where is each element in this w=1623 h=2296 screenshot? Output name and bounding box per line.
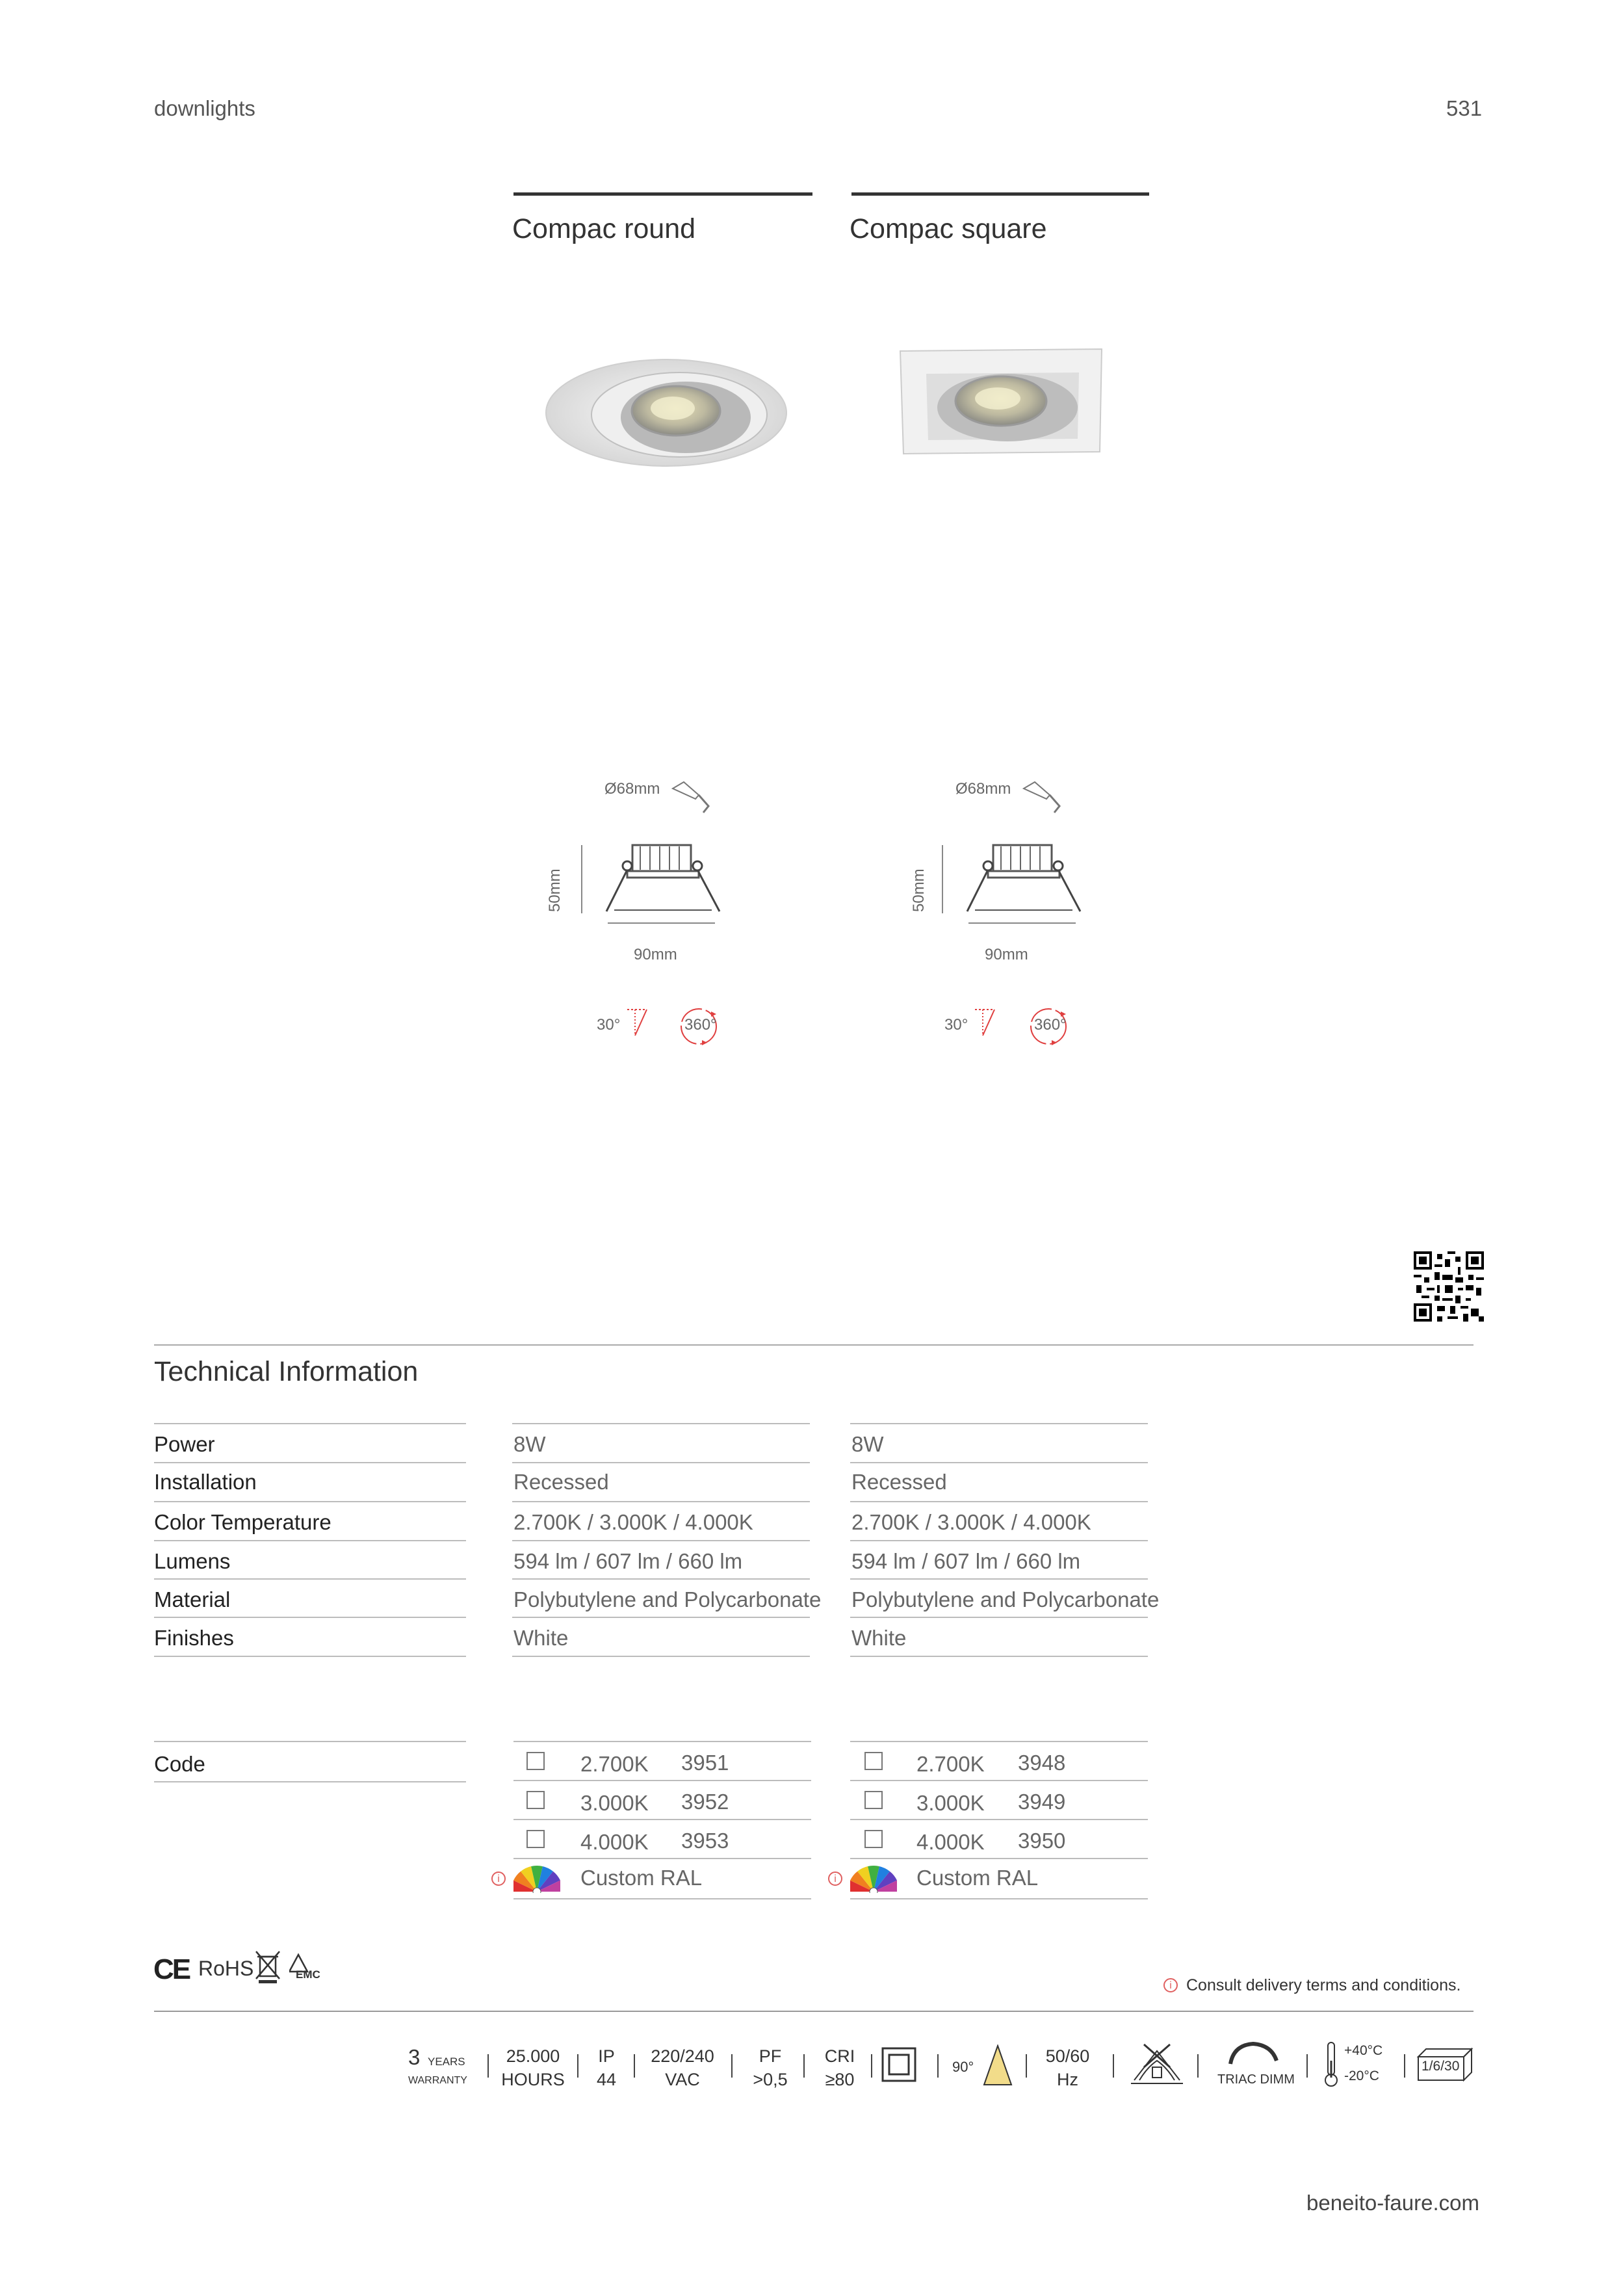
color-fan-icon: [850, 1863, 897, 1893]
tech-value: 2.700K / 3.000K / 4.000K: [513, 1510, 753, 1534]
info-icon: i: [1163, 1978, 1178, 1992]
table-rule: [512, 1617, 810, 1618]
tech-value: Recessed: [851, 1470, 947, 1494]
class-ii-icon: [881, 2046, 917, 2083]
table-rule: [850, 1898, 1148, 1899]
custom-ral-label: Custom RAL: [916, 1866, 1039, 1890]
tech-value: Polybutylene and Polycarbonate: [513, 1587, 822, 1611]
pack-units: 1/6/30: [1422, 2059, 1460, 2074]
section-drawing-1: [575, 839, 731, 943]
page-number: 531: [1446, 96, 1483, 120]
ip-rating: IP 44: [596, 2046, 617, 2089]
table-rule: [512, 1462, 810, 1463]
product-code: 3949: [1018, 1790, 1066, 1814]
product-rule-1: [513, 192, 812, 196]
tech-label: Color Temperature: [154, 1510, 331, 1534]
tech-value: Polybutylene and Polycarbonate: [851, 1587, 1160, 1611]
hole-saw-icon: [669, 777, 718, 816]
hole-saw-icon: [1020, 777, 1069, 816]
separator: [1113, 2054, 1114, 2078]
table-rule: [154, 1617, 466, 1618]
product-title-2: Compac square: [850, 213, 1047, 244]
table-rule: [154, 1462, 466, 1463]
tilt-label-1: 30°: [597, 1016, 621, 1034]
product-image-square: [897, 348, 1105, 455]
table-rule: [513, 1780, 811, 1781]
tech-value: 8W: [513, 1432, 546, 1456]
warranty-number: 3: [408, 2045, 421, 2069]
separator: [803, 2054, 805, 2078]
section-drawing-2: [936, 839, 1092, 943]
tech-value: 594 lm / 607 lm / 660 lm: [513, 1549, 743, 1573]
color-fan-icon: [513, 1863, 560, 1893]
code-temperature: 2.700K: [916, 1752, 985, 1776]
tech-value: White: [513, 1626, 569, 1650]
table-rule: [512, 1501, 810, 1502]
cri: CRI ≥80: [824, 2046, 855, 2089]
frequency: 50/60 Hz: [1045, 2046, 1090, 2089]
separator: [937, 2054, 939, 2078]
table-rule: [512, 1578, 810, 1580]
table-rule: [850, 1578, 1148, 1580]
product-image-round: [539, 345, 793, 475]
table-rule: [154, 1501, 466, 1502]
power-factor: PF >0,5: [753, 2046, 788, 2089]
code-checkbox[interactable]: [526, 1791, 545, 1809]
code-label: Code: [154, 1752, 205, 1776]
code-temperature: 4.000K: [916, 1830, 985, 1854]
warranty-word: WARRANTY: [408, 2075, 467, 2086]
table-rule: [512, 1540, 810, 1541]
tech-label: Installation: [154, 1470, 257, 1494]
table-rule: [513, 1898, 811, 1899]
code-temperature: 2.700K: [580, 1752, 649, 1776]
table-rule: [850, 1780, 1148, 1781]
hours-value: 25.000 HOURS: [501, 2046, 565, 2089]
dimmer-icon: [1227, 2041, 1279, 2067]
product-code: 3953: [681, 1829, 729, 1853]
beam-angle: 90°: [952, 2059, 974, 2075]
code-temperature: 3.000K: [580, 1791, 649, 1815]
footer-divider: [154, 2011, 1474, 2012]
temp-min: -20°C: [1344, 2068, 1379, 2083]
ce-mark: CE: [153, 1953, 190, 1985]
no-insulation-cover-icon: [1128, 2041, 1186, 2087]
separator: [1306, 2054, 1308, 2078]
code-checkbox[interactable]: [526, 1752, 545, 1770]
temp-max: +40°C: [1344, 2043, 1383, 2058]
table-rule: [850, 1540, 1148, 1541]
table-rule: [513, 1858, 811, 1859]
product-rule-2: [851, 192, 1149, 196]
table-rule: [513, 1819, 811, 1820]
custom-ral-label: Custom RAL: [580, 1866, 703, 1890]
table-rule: [850, 1819, 1148, 1820]
code-temperature: 3.000K: [916, 1791, 985, 1815]
separator: [1404, 2054, 1405, 2078]
cutout-label-2: Ø68mm: [955, 780, 1011, 798]
tech-value: Recessed: [513, 1470, 609, 1494]
table-rule: [850, 1501, 1148, 1502]
table-rule: [850, 1858, 1148, 1859]
product-title-1: Compac round: [512, 213, 696, 244]
triac-label: TRIAC DIMM: [1217, 2072, 1295, 2087]
product-code: 3951: [681, 1751, 729, 1775]
tech-value: 2.700K / 3.000K / 4.000K: [851, 1510, 1091, 1534]
table-rule: [850, 1741, 1148, 1742]
tilt-angle-icon: [621, 1004, 653, 1040]
separator: [487, 2054, 489, 2078]
rohs-mark: RoHS: [198, 1957, 254, 1980]
product-code: 3952: [681, 1790, 729, 1814]
beam-angle-icon: [981, 2044, 1014, 2087]
code-checkbox[interactable]: [864, 1791, 883, 1809]
website[interactable]: beneito-faure.com: [1306, 2191, 1479, 2215]
table-rule: [154, 1741, 466, 1742]
separator: [1026, 2054, 1027, 2078]
thermometer-icon: [1323, 2041, 1340, 2088]
tech-value: 8W: [851, 1432, 884, 1456]
table-rule: [850, 1423, 1148, 1424]
table-rule: [512, 1423, 810, 1424]
product-code: 3948: [1018, 1751, 1066, 1775]
width-label-1: 90mm: [634, 946, 677, 963]
table-rule: [154, 1781, 466, 1782]
info-icon[interactable]: i: [828, 1872, 842, 1886]
table-rule: [850, 1617, 1148, 1618]
tech-label: Material: [154, 1587, 231, 1611]
separator: [577, 2054, 578, 2078]
tech-info-title: Technical Information: [154, 1356, 419, 1387]
separator: [634, 2054, 635, 2078]
rotation-label-1: 360°: [684, 1016, 717, 1034]
width-label-2: 90mm: [985, 946, 1028, 963]
height-label-2: 50mm: [910, 868, 928, 912]
tech-label: Power: [154, 1432, 215, 1456]
product-code: 3950: [1018, 1829, 1066, 1853]
tech-value: 594 lm / 607 lm / 660 lm: [851, 1549, 1081, 1573]
voltage: 220/240 VAC: [651, 2046, 714, 2089]
code-checkbox[interactable]: [864, 1830, 883, 1848]
code-checkbox[interactable]: [864, 1752, 883, 1770]
tilt-label-2: 30°: [944, 1016, 968, 1034]
table-rule: [850, 1462, 1148, 1463]
tech-label: Finishes: [154, 1626, 234, 1650]
table-rule: [154, 1656, 466, 1657]
emc-label: EMC: [296, 1968, 320, 1981]
table-rule: [850, 1656, 1148, 1657]
emc-mark-icon: [289, 1952, 326, 1981]
consult-note: Consult delivery terms and conditions.: [1186, 1976, 1461, 1994]
table-rule: [154, 1540, 466, 1541]
separator: [871, 2054, 872, 2078]
separator: [731, 2054, 733, 2078]
table-rule: [512, 1656, 810, 1657]
code-checkbox[interactable]: [526, 1830, 545, 1848]
table-rule: [513, 1741, 811, 1742]
tech-label: Lumens: [154, 1549, 231, 1573]
tilt-angle-icon: [968, 1004, 1001, 1040]
rotation-label-2: 360°: [1034, 1016, 1067, 1034]
code-temperature: 4.000K: [580, 1830, 649, 1854]
weee-bin-icon: [255, 1950, 281, 1984]
info-icon[interactable]: i: [491, 1872, 506, 1886]
height-label-1: 50mm: [546, 868, 564, 912]
cutout-label-1: Ø68mm: [604, 780, 660, 798]
section-divider: [154, 1344, 1474, 1346]
warranty-years: YEARS: [428, 2055, 465, 2068]
table-rule: [154, 1423, 466, 1424]
qr-code[interactable]: [1414, 1251, 1484, 1322]
separator: [1197, 2054, 1199, 2078]
tech-value: White: [851, 1626, 907, 1650]
section-title: downlights: [154, 96, 255, 120]
table-rule: [154, 1578, 466, 1580]
